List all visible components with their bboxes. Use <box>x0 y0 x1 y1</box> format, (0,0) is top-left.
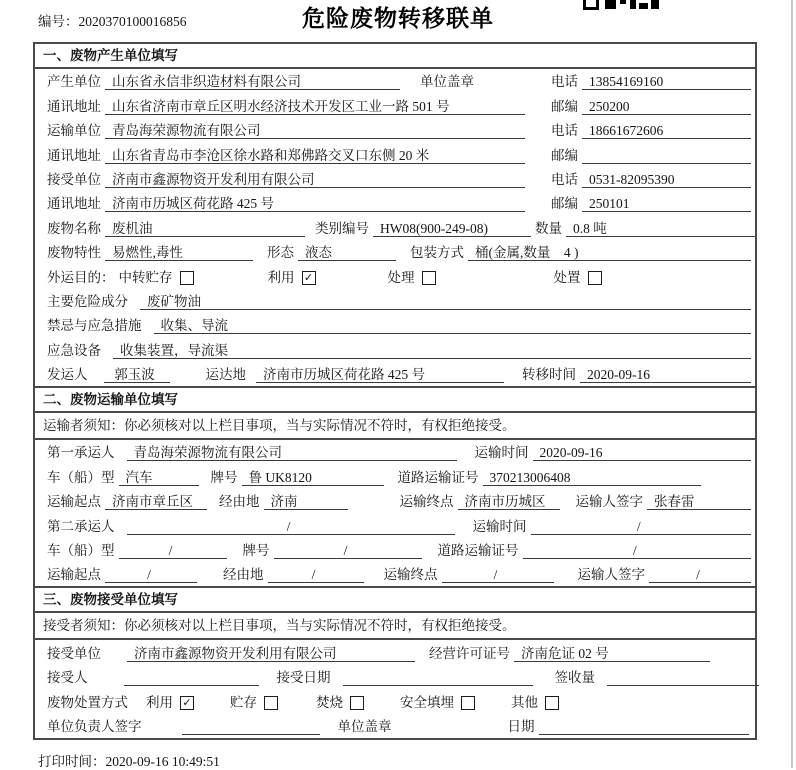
field-label: 日期 <box>507 718 535 734</box>
checkbox-mark: ✓ <box>182 696 192 710</box>
field-label: 通讯地址 <box>47 196 101 212</box>
option-utilize: 利用 ✓ <box>146 694 194 711</box>
second-road-permit-value: / <box>523 542 752 559</box>
checkbox-dispose <box>588 271 602 285</box>
signed-quantity-value <box>607 669 759 686</box>
row-first-route <box>35 489 755 513</box>
checkbox-disposal-utilize <box>180 696 194 710</box>
waste-code-value: HW08(900-249-08) <box>373 220 531 237</box>
hazard-component-value: 废矿物油 <box>140 293 751 310</box>
waste-form-value: 液态 <box>298 244 396 261</box>
field-group <box>547 171 751 188</box>
field-label: 接受日期 <box>276 670 331 686</box>
receiver-unit-value: 济南市鑫源物资开发利用有限公司 <box>105 171 525 188</box>
first-origin-value: 济南市章丘区 <box>105 493 207 510</box>
row-first-vehicle <box>35 464 755 488</box>
license-number-value: 济南危证 02 号 <box>514 645 710 662</box>
transporter-notice: 运输者须知：你必须核对以上栏目事项，当与实际情况不符时，有权拒绝接受。 <box>35 413 755 440</box>
field-label: 通讯地址 <box>47 98 101 114</box>
field-label: 运输人签字 <box>575 494 643 510</box>
field-label: 运输终点 <box>399 494 454 510</box>
option-incinerate: 焚烧 <box>316 694 364 711</box>
row-receiver-unit <box>35 167 755 191</box>
field-label: 签收量 <box>554 670 595 686</box>
second-carrier-value: / <box>127 518 455 535</box>
second-terminus-value: / <box>442 566 554 583</box>
field-group <box>531 220 755 237</box>
row-second-route <box>35 562 755 586</box>
field-label: 转移时间 <box>522 367 576 383</box>
waste-character-value: 易燃性,毒性 <box>105 244 253 261</box>
checkbox-treat <box>422 271 436 285</box>
option-store: 贮存 <box>230 694 278 711</box>
unit-seal-label: 单位盖章 <box>420 74 474 90</box>
first-transport-date-value: 2020-09-16 <box>533 444 752 461</box>
second-transport-date-value: / <box>531 518 752 535</box>
field-label: 产生单位 <box>47 74 101 90</box>
field-label: 第二承运人 <box>47 518 115 534</box>
section3-title: 三、废物接受单位填写 <box>35 586 755 613</box>
field-label: 接受单位 <box>47 171 101 187</box>
first-transporter-signature-value: 张春雷 <box>647 493 751 510</box>
row-transport-unit <box>35 118 755 142</box>
field-label: 主要危险成分 <box>47 293 128 309</box>
field-label: 经由地 <box>219 494 260 510</box>
receiver-phone-value: 0531-82095390 <box>582 171 751 188</box>
field-label: 经营许可证号 <box>429 645 510 661</box>
field-label: 数量 <box>535 220 562 236</box>
field-label: 第一承运人 <box>47 445 115 461</box>
checkbox-disposal-incinerate <box>350 696 364 710</box>
checkbox-transfer-storage <box>180 271 194 285</box>
field-label: 电话 <box>551 123 578 139</box>
row-hazard-component <box>35 289 755 313</box>
field-group <box>547 195 751 212</box>
field-label: 接受人 <box>47 670 88 686</box>
field-label: 形态 <box>267 245 294 261</box>
responsible-signature-value <box>182 718 320 735</box>
row-producer-address <box>35 93 755 117</box>
field-label: 车（船）型 <box>47 543 115 559</box>
row-producer-unit <box>35 69 755 93</box>
field-label: 邮编 <box>551 196 578 212</box>
transport-phone-value: 18661672606 <box>582 122 751 139</box>
option-transfer-storage: 中转贮存 <box>119 269 194 286</box>
page-title: 危险废物转移联单 <box>302 5 494 31</box>
field-label: 外运目的： <box>47 269 115 285</box>
row-consignor <box>35 362 755 386</box>
field-label: 禁忌与应急措施 <box>47 318 142 334</box>
first-carrier-value: 青岛海荣源物流有限公司 <box>127 444 457 461</box>
waste-name-value: 废机油 <box>105 220 305 237</box>
serial-label: 编号： <box>38 14 79 29</box>
checkbox-disposal-other <box>545 696 559 710</box>
field-label: 发运人 <box>47 367 88 383</box>
row-accept-person <box>35 665 755 689</box>
section1-title: 一、废物产生单位填写 <box>35 44 755 69</box>
field-label: 运输人签字 <box>577 567 645 583</box>
field-label: 运输时间 <box>472 518 527 534</box>
receiver-zip-value: 250101 <box>582 195 751 212</box>
field-label: 接受单位 <box>47 645 101 661</box>
date-value <box>539 718 750 735</box>
producer-phone-value: 13854169160 <box>582 73 751 90</box>
field-label: 牌号 <box>210 469 238 485</box>
field-label: 牌号 <box>242 543 270 559</box>
second-transporter-signature-value: / <box>649 566 751 583</box>
packing-method-value: 桶(金属,数量 4 ) <box>468 244 751 261</box>
consignor-value: 郭玉波 <box>104 366 170 383</box>
second-plate-value: / <box>274 542 422 559</box>
field-label: 电话 <box>551 74 578 90</box>
destination-value: 济南市历城区荷花路 425 号 <box>256 366 504 383</box>
field-label: 电话 <box>551 171 578 187</box>
row-second-vehicle <box>35 538 755 562</box>
accept-unit-value: 济南市鑫源物资开发利用有限公司 <box>127 645 415 662</box>
option-landfill: 安全填埋 <box>400 694 475 711</box>
page-edge <box>791 0 793 768</box>
emergency-equipment-value: 收集装置，导流渠 <box>113 342 751 359</box>
accept-date-value <box>343 669 533 686</box>
field-group <box>547 98 751 115</box>
row-disposal-method <box>35 689 755 713</box>
manifest-form <box>33 42 757 740</box>
field-group <box>547 73 751 90</box>
field-label: 运输单位 <box>47 123 101 139</box>
row-outbound-purpose <box>35 264 755 288</box>
first-plate-value: 鲁 UK8120 <box>242 469 384 486</box>
print-time-value: 2020-09-16 10:49:51 <box>105 754 220 769</box>
field-label: 应急设备 <box>47 342 101 358</box>
field-label: 运输时间 <box>474 445 529 461</box>
row-second-carrier <box>35 513 755 537</box>
row-emergency-equipment <box>35 337 755 361</box>
row-waste-name <box>35 215 755 239</box>
first-vehicle-type-value: 汽车 <box>119 469 199 486</box>
row-contraindication <box>35 313 755 337</box>
accept-person-value <box>124 669 259 686</box>
field-label: 经由地 <box>223 567 264 583</box>
field-label: 道路运输证号 <box>397 469 479 485</box>
print-time-label: 打印时间： <box>38 754 106 769</box>
row-transport-address <box>35 142 755 166</box>
row-responsible-signature <box>35 714 755 738</box>
waste-quantity-value: 0.8 吨 <box>566 220 755 237</box>
option-other: 其他 <box>511 694 559 711</box>
row-accept-unit <box>35 640 755 664</box>
field-label: 邮编 <box>551 147 578 163</box>
field-label: 车（船）型 <box>47 469 115 485</box>
transport-unit-value: 青岛海荣源物流有限公司 <box>105 122 525 139</box>
field-group <box>547 122 751 139</box>
option-treat: 处理 <box>388 269 436 286</box>
field-label: 邮编 <box>551 98 578 114</box>
checkbox-mark: ✓ <box>303 271 314 285</box>
print-time <box>38 750 220 770</box>
field-label: 废物特性 <box>47 245 101 261</box>
field-label: 运输起点 <box>47 494 101 510</box>
option-utilize: 利用 ✓ <box>268 269 316 286</box>
first-via-value: 济南 <box>264 493 348 510</box>
checkbox-disposal-landfill <box>461 696 475 710</box>
field-group <box>547 147 751 164</box>
second-via-value: / <box>268 566 364 583</box>
field-label: 运达地 <box>205 367 246 383</box>
checkbox-disposal-store <box>264 696 278 710</box>
second-vehicle-type-value: / <box>119 542 227 559</box>
producer-address-value: 山东省济南市章丘区明水经济技术开发区工业一路 501 号 <box>105 98 525 115</box>
unit-seal-label: 单位盖章 <box>337 718 392 734</box>
field-label: 道路运输证号 <box>437 543 519 559</box>
transfer-date-value: 2020-09-16 <box>580 366 751 383</box>
field-label: 通讯地址 <box>47 147 101 163</box>
field-label: 废物名称 <box>47 220 101 236</box>
field-label: 单位负责人签字 <box>47 718 142 734</box>
first-road-permit-value: 370213006408 <box>483 469 701 486</box>
row-first-carrier <box>35 440 755 464</box>
field-label: 运输终点 <box>383 567 438 583</box>
transport-address-value: 山东省青岛市李沧区徐水路和郑佛路交叉口东侧 20 米 <box>105 147 525 164</box>
transport-zip-value <box>582 147 751 164</box>
field-label: 运输起点 <box>47 567 101 583</box>
contraindication-value: 收集、导流 <box>154 317 752 334</box>
producer-unit-value: 山东省永信非织造材料有限公司 <box>105 73 400 90</box>
serial-value: 2020370100016856 <box>78 14 187 29</box>
field-label: 类别编号 <box>315 220 369 236</box>
field-label: 包装方式 <box>410 245 464 261</box>
row-receiver-address <box>35 191 755 215</box>
row-waste-character <box>35 240 755 264</box>
field-label: 废物处置方式 <box>47 694 128 710</box>
receiver-address-value: 济南市历城区荷花路 425 号 <box>105 195 525 212</box>
section2-title: 二、废物运输单位填写 <box>35 386 755 413</box>
option-dispose: 处置 <box>554 269 602 286</box>
first-terminus-value: 济南市历城区 <box>458 493 560 510</box>
checkbox-utilize <box>302 271 316 285</box>
producer-zip-value: 250200 <box>582 98 751 115</box>
receiver-notice: 接受者须知：你必须核对以上栏目事项，当与实际情况不符时，有权拒绝接受。 <box>35 613 755 640</box>
second-origin-value: / <box>105 566 197 583</box>
